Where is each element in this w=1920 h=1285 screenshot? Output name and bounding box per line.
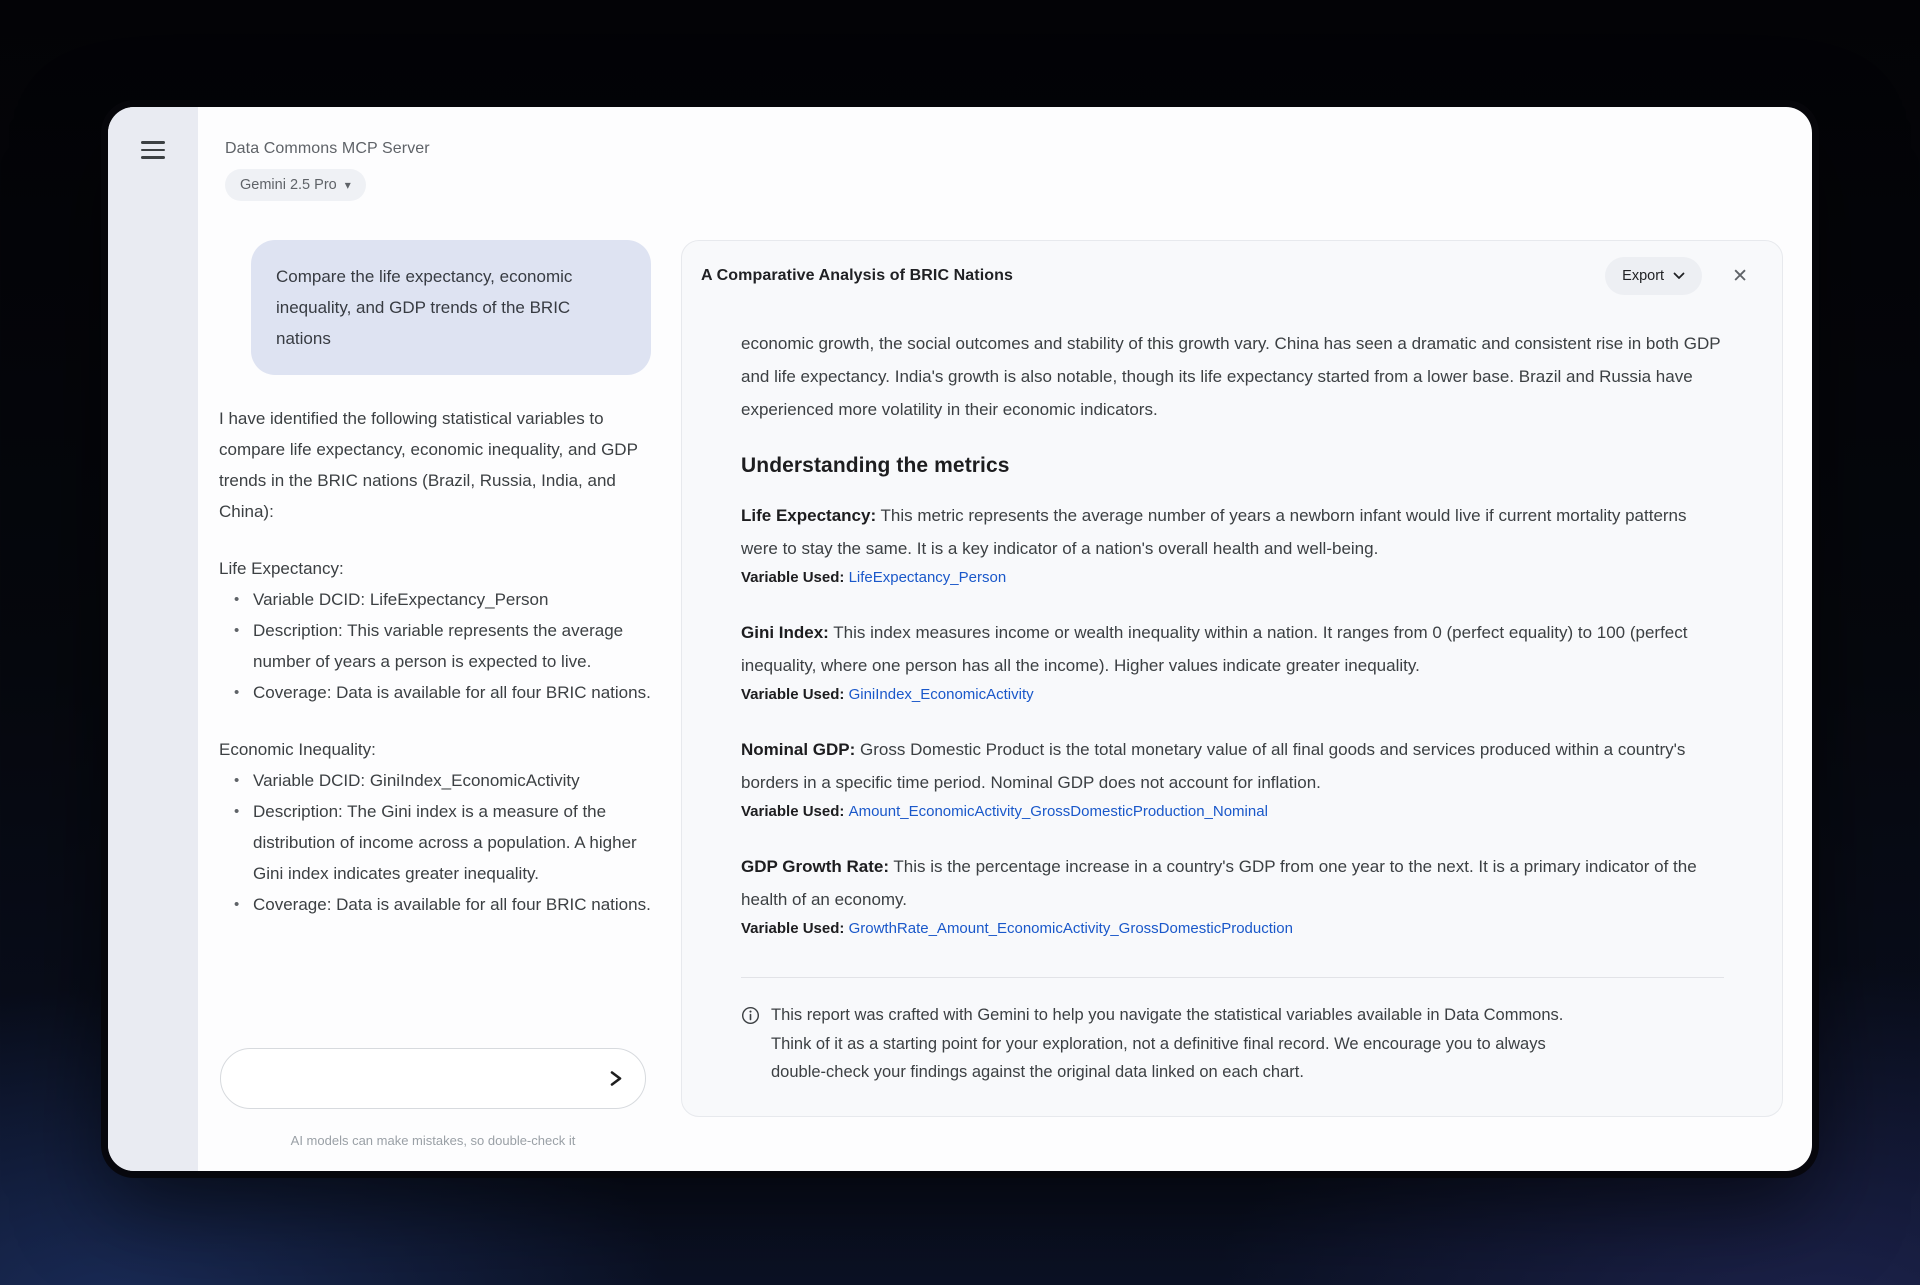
list-item: • Variable DCID: LifeExpectancy_Person: [233, 584, 656, 615]
close-icon: ✕: [1732, 265, 1748, 287]
variable-row: [741, 684, 1724, 706]
report-title: A Comparative Analysis of BRIC Nations: [701, 267, 1014, 284]
menu-icon: [141, 149, 165, 152]
response-group-heading: Life Expectancy:: [219, 559, 344, 578]
variable-label: Variable Used:: [741, 920, 845, 937]
model-selector-label: Gemini 2.5 Pro: [240, 177, 337, 193]
metric-block: [741, 616, 1724, 706]
metric-text: This index measures income or wealth inequality within a nation. It ranges from 0 (perfect equality) to 100 (perfect inequality, where one person has all the income). Higher values indicate greater inequality.: [741, 623, 1688, 675]
metric-name: Gini Index:: [741, 623, 829, 642]
response-group-heading: Economic Inequality:: [219, 740, 376, 759]
menu-button[interactable]: [136, 137, 170, 163]
variable-link[interactable]: GrowthRate_Amount_EconomicActivity_GrossDomesticProduction: [848, 920, 1293, 937]
metric-name: Nominal GDP:: [741, 740, 856, 759]
chevron-down-icon: ▾: [344, 178, 351, 192]
metric-block: [741, 850, 1724, 940]
user-message-bubble: [251, 240, 651, 375]
metric-text: This metric represents the average number of years a newborn infant would live if current mortality patterns were to stay the same. It is a key indicator of a nation's overall health and well-being.: [741, 506, 1687, 558]
app-title: Data Commons MCP Server: [225, 140, 430, 157]
variable-link[interactable]: LifeExpectancy_Person: [848, 569, 1007, 586]
metric-text: This is the percentage increase in a country's GDP from one year to the next. It is a primary indicator of the health of an economy.: [741, 857, 1697, 909]
response-bullet-list: [219, 584, 656, 708]
export-button-label: Export: [1622, 268, 1665, 284]
list-item: • Variable DCID: GiniIndex_EconomicActivity: [233, 765, 656, 796]
list-item: • Coverage: Data is available for all four BRIC nations.: [233, 677, 656, 708]
report-footer-note: [741, 1001, 1724, 1117]
sidebar-rail: [108, 107, 198, 1171]
variable-row: [741, 567, 1724, 589]
chevron-down-icon: [1673, 272, 1685, 280]
user-message-text: Compare the life expectancy, economic inequality, and GDP trends of the BRIC nations: [276, 267, 573, 348]
metric-block: [741, 733, 1724, 823]
report-paragraph: economic growth, the social outcomes and stability of this growth vary. China has seen a dramatic and consistent rise in both GDP and life expectancy. India's growth is also notable, though its life expectancy started from a lower base. Brazil and Russia have experienced more volatility in their economic indicators.: [741, 334, 1721, 419]
report-header: [682, 241, 1782, 311]
variable-label: Variable Used:: [741, 686, 845, 703]
chat-input-container: [220, 1048, 646, 1109]
metric-block: [741, 499, 1724, 589]
metric-description: [741, 616, 1724, 682]
ai-disclaimer: AI models can make mistakes, so double-check it: [290, 1133, 576, 1148]
metric-name: GDP Growth Rate:: [741, 857, 889, 876]
list-item: • Coverage: Data is available for all four BRIC nations.: [233, 889, 656, 920]
variable-link[interactable]: Amount_EconomicActivity_GrossDomesticProduction_Nominal: [848, 803, 1268, 820]
model-selector[interactable]: [225, 169, 366, 201]
variable-row: [741, 801, 1724, 823]
metric-description: [741, 850, 1724, 916]
response-bullet-list: [219, 765, 656, 920]
variable-label: Variable Used:: [741, 803, 845, 820]
list-item: • Description: This variable represents the average number of years a person is expected to live.: [233, 615, 656, 677]
menu-icon: [141, 156, 165, 159]
response-intro: I have identified the following statistical variables to compare life expectancy, economic inequality, and GDP trends in the BRIC nations (Brazil, Russia, India, and China):: [219, 409, 638, 521]
export-button[interactable]: [1605, 257, 1702, 295]
report-scroll-area[interactable]: [682, 311, 1782, 1117]
report-panel: [681, 240, 1783, 1117]
footer-note-text: This report was crafted with Gemini to help you navigate the statistical variables available in Data Commons. Think of it as a starting point for your exploration, not a definitive final record. We encourage you to always double-check your findings against the original data linked on each chart.: [771, 1006, 1564, 1081]
close-button[interactable]: [1728, 263, 1752, 290]
metric-description: [741, 733, 1724, 799]
menu-icon: [141, 141, 165, 144]
variable-label: Variable Used:: [741, 569, 845, 586]
section-heading: Understanding the metrics: [741, 454, 1010, 477]
app-window: [108, 107, 1812, 1171]
send-icon: [606, 1069, 625, 1088]
list-item: • Description: The Gini index is a measure of the distribution of income across a population. A higher Gini index indicates greater inequality.: [233, 796, 656, 889]
info-icon: [741, 1006, 760, 1025]
metric-text: Gross Domestic Product is the total monetary value of all final goods and services produced within a country's borders in a specific time period. Nominal GDP does not account for inflation.: [741, 740, 1686, 792]
divider: [741, 977, 1724, 978]
metric-name: Life Expectancy:: [741, 506, 877, 525]
metric-description: [741, 499, 1724, 565]
assistant-response: [219, 403, 656, 1048]
variable-row: [741, 918, 1724, 940]
send-button[interactable]: [600, 1063, 645, 1094]
variable-link[interactable]: GiniIndex_EconomicActivity: [848, 686, 1034, 703]
chat-input[interactable]: [221, 1049, 600, 1108]
